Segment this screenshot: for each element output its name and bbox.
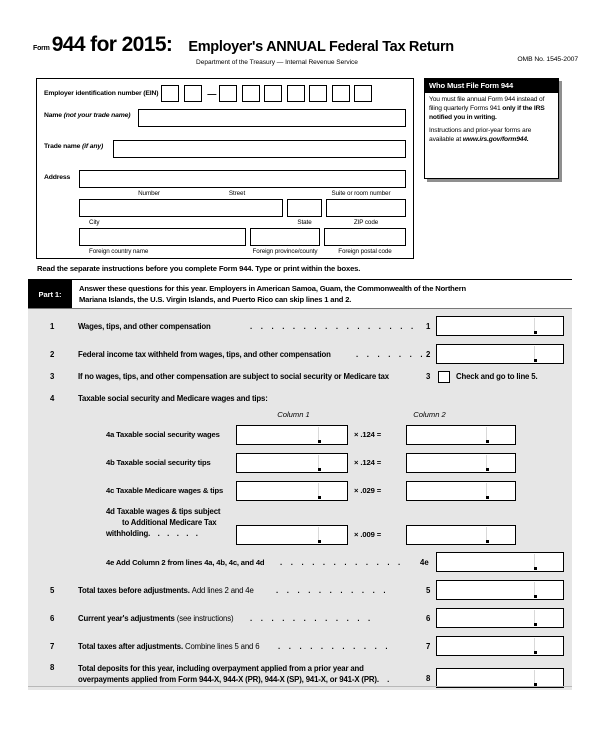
decimal-mark <box>486 440 489 443</box>
line-1-label: Wages, tips, and other compensation <box>78 322 211 331</box>
line-5-row <box>28 577 572 607</box>
line-4a-col1-input[interactable] <box>236 425 348 445</box>
line-8-amount-input[interactable] <box>436 668 564 688</box>
who-paragraph-2: Instructions and prior-year forms are available at www.irs.gov/form944. <box>429 126 532 144</box>
decimal-mark <box>486 540 489 543</box>
decimal-mark <box>534 623 537 626</box>
line-4c-multiplier: × .029 = <box>354 486 382 495</box>
line-4c-col2-input[interactable] <box>406 481 516 501</box>
line-7-label: Total taxes after adjustments. Combine lines 5 and 6 <box>78 642 260 651</box>
who-must-file-body <box>425 93 558 145</box>
form-header <box>0 0 600 66</box>
who-must-file-box <box>424 78 559 179</box>
ein-label: Employer identification number (EIN) <box>44 90 159 97</box>
caption-foreign-postal: Foreign postal code <box>338 248 392 255</box>
line-6-leader: . . . . . . . . . . . . <box>250 614 374 623</box>
line-7-leader: . . . . . . . . . . . <box>278 642 391 651</box>
ein-digit-8[interactable] <box>332 85 350 102</box>
line-5-leader: . . . . . . . . . . . <box>276 586 389 595</box>
line-6-box-number: 6 <box>426 614 431 623</box>
line-2-label: Federal income tax withheld from wages, tips, and other compensation <box>78 350 331 359</box>
line-1-number: 1 <box>50 322 55 331</box>
line-4-number: 4 <box>50 394 55 403</box>
form-number: 944 for 2015: <box>51 33 173 56</box>
line-8-number: 8 <box>50 663 55 672</box>
address-zip-input[interactable] <box>326 199 406 217</box>
address-row <box>44 174 70 181</box>
ein-digit-1[interactable] <box>161 85 179 102</box>
line-3-label: If no wages, tips, and other compensation are subject to social security or Medicare tax <box>78 372 389 381</box>
line-5-amount-input[interactable] <box>436 580 564 600</box>
decimal-mark <box>318 496 321 499</box>
line-3-box-number: 3 <box>426 372 431 381</box>
line-4b-row <box>28 450 572 476</box>
who-must-file-heading: Who Must File Form 944 <box>425 79 558 93</box>
line-2-number: 2 <box>50 350 55 359</box>
caption-number: Number <box>138 190 160 197</box>
column-2-caption: Column 2 <box>413 410 446 419</box>
line-8-box-number: 8 <box>426 674 431 683</box>
name-row <box>44 112 130 119</box>
page-title: Employer's ANNUAL Federal Tax Return <box>188 39 454 55</box>
line-4c-row <box>28 478 572 504</box>
line-1-row <box>28 313 572 343</box>
line-4b-multiplier: × .124 = <box>354 458 382 467</box>
name-label: Name (not your trade name) <box>44 112 131 119</box>
caption-city: City <box>89 219 100 226</box>
trade-name-row <box>44 143 103 150</box>
omb-number: OMB No. 1545-2007 <box>517 56 578 63</box>
name-input[interactable] <box>138 109 406 127</box>
line-5-label: Total taxes before adjustments. Add lines 2 and 4e <box>78 586 254 595</box>
line-3-checkbox[interactable] <box>438 371 450 383</box>
caption-state: State <box>297 219 312 226</box>
decimal-mark <box>318 468 321 471</box>
line-5-box-number: 5 <box>426 586 431 595</box>
line-6-number: 6 <box>50 614 55 623</box>
line-4-label: Taxable social security and Medicare wages and tips: <box>78 394 268 403</box>
line-4b-label: 4b Taxable social security tips <box>106 458 211 467</box>
address-city-input[interactable] <box>79 199 283 217</box>
decimal-mark <box>534 331 537 334</box>
decimal-mark <box>318 440 321 443</box>
line-5-number: 5 <box>50 586 55 595</box>
caption-foreign-country: Foreign country name <box>89 248 149 255</box>
line-4e-amount-input[interactable] <box>436 552 564 572</box>
address-street-input[interactable] <box>79 170 406 188</box>
caption-zip: ZIP code <box>353 219 379 226</box>
line-6-row <box>28 605 572 635</box>
decimal-mark <box>534 567 537 570</box>
line-4e-leader: . . . . . . . . . . . . <box>280 558 404 567</box>
who-must-file-callout <box>424 78 559 179</box>
line-4b-col2-input[interactable] <box>406 453 516 473</box>
ein-digit-3[interactable] <box>219 85 237 102</box>
ein-digit-7[interactable] <box>309 85 327 102</box>
part1-tag: Part 1: <box>28 280 72 308</box>
ein-digit-4[interactable] <box>242 85 260 102</box>
part1-header <box>28 279 572 309</box>
line-2-box-number: 2 <box>426 350 431 359</box>
who-paragraph-1: You must file annual Form 944 instead of filing quarterly Forms 941 only if the IRS notified you in writing. <box>429 95 545 122</box>
line-8-row <box>28 659 572 693</box>
caption-foreign-province: Foreign province/county <box>252 248 318 255</box>
line-4c-label: 4c Taxable Medicare wages & tips <box>106 486 224 495</box>
line-7-box-number: 7 <box>426 642 431 651</box>
line-3-row <box>28 367 572 389</box>
ein-digit-5[interactable] <box>264 85 282 102</box>
trade-name-label: Trade name (if any) <box>44 143 104 150</box>
decimal-mark <box>534 595 537 598</box>
line-4c-col1-input[interactable] <box>236 481 348 501</box>
part1-description: Answer these questions for this year. Employers in American Samoa, Guam, the Commonwealth of the Northern Mariana Islands, the U.S. Virgin Islands, and Puerto Rico can skip lines 1 and 2. <box>79 284 466 305</box>
line-4e-row <box>28 549 572 579</box>
ein-digit-9[interactable] <box>354 85 372 102</box>
part1-body <box>28 309 572 690</box>
address-label: Address <box>44 174 71 181</box>
column-1-caption: Column 1 <box>277 410 310 419</box>
employer-entity-box <box>36 78 414 259</box>
form-title-row <box>33 33 454 57</box>
line-4a-multiplier: × .124 = <box>354 430 382 439</box>
line-7-amount-input[interactable] <box>436 636 564 656</box>
decimal-mark <box>534 651 537 654</box>
line-2-amount-input[interactable] <box>436 344 564 364</box>
line-2-leader: . . . . . . . <box>356 350 426 359</box>
ein-digit-6[interactable] <box>287 85 305 102</box>
line-8-label: Total deposits for this year, including overpayment applied from a prior year and overpayments applied from Form 944-X, 944-X (PR), 944-X (SP), 941-X, or 941-X (PR). . <box>78 664 393 684</box>
line-4e-label: 4e Add Column 2 from lines 4a, 4b, 4c, and 4d <box>106 558 265 567</box>
line-4d-multiplier: × .009 = <box>354 530 382 539</box>
line-4d-col2-input[interactable] <box>406 525 516 545</box>
address-foreign-postal-input[interactable] <box>324 228 406 246</box>
line-4e-box-number: 4e <box>420 558 429 567</box>
line-4-row <box>28 391 572 409</box>
line-6-label: Current year's adjustments (see instructions) <box>78 614 234 623</box>
line-3-number: 3 <box>50 372 55 381</box>
ein-digit-2[interactable] <box>184 85 202 102</box>
form-word-label: Form <box>33 45 50 52</box>
decimal-mark <box>534 359 537 362</box>
line-4a-col2-input[interactable] <box>406 425 516 445</box>
line-4d-col1-input[interactable] <box>236 525 348 545</box>
caption-suite: Suite or room number <box>331 190 391 197</box>
line-3-checkbox-label: Check and go to line 5. <box>456 372 538 381</box>
ein-dash: — <box>207 88 217 99</box>
line-7-number: 7 <box>50 642 55 651</box>
ein-row <box>44 85 377 102</box>
line-1-amount-input[interactable] <box>436 316 564 336</box>
decimal-mark <box>486 468 489 471</box>
line-4a-row <box>28 422 572 448</box>
address-foreign-province-input[interactable] <box>250 228 320 246</box>
decimal-mark <box>486 496 489 499</box>
address-foreign-country-input[interactable] <box>79 228 246 246</box>
line-1-leader: . . . . . . . . . . . . . . . . <box>250 322 417 331</box>
read-instructions-text: Read the separate instructions before you complete Form 944. Type or print within the boxes. <box>37 264 361 273</box>
department-subtitle: Department of the Treasury — Internal Revenue Service <box>196 59 358 66</box>
line-1-box-number: 1 <box>426 322 431 331</box>
bottom-divider <box>28 686 572 687</box>
trade-name-input[interactable] <box>113 140 406 158</box>
caption-street: Street <box>228 190 246 197</box>
line-4b-col1-input[interactable] <box>236 453 348 473</box>
address-state-input[interactable] <box>287 199 322 217</box>
line-4a-label: 4a Taxable social security wages <box>106 430 220 439</box>
line-4d-label: 4d Taxable wages & tips subject to Additional Medicare Tax withholding. . . . . . <box>106 507 221 538</box>
line-6-amount-input[interactable] <box>436 608 564 628</box>
line-4d-row <box>28 506 572 548</box>
decimal-mark <box>318 540 321 543</box>
